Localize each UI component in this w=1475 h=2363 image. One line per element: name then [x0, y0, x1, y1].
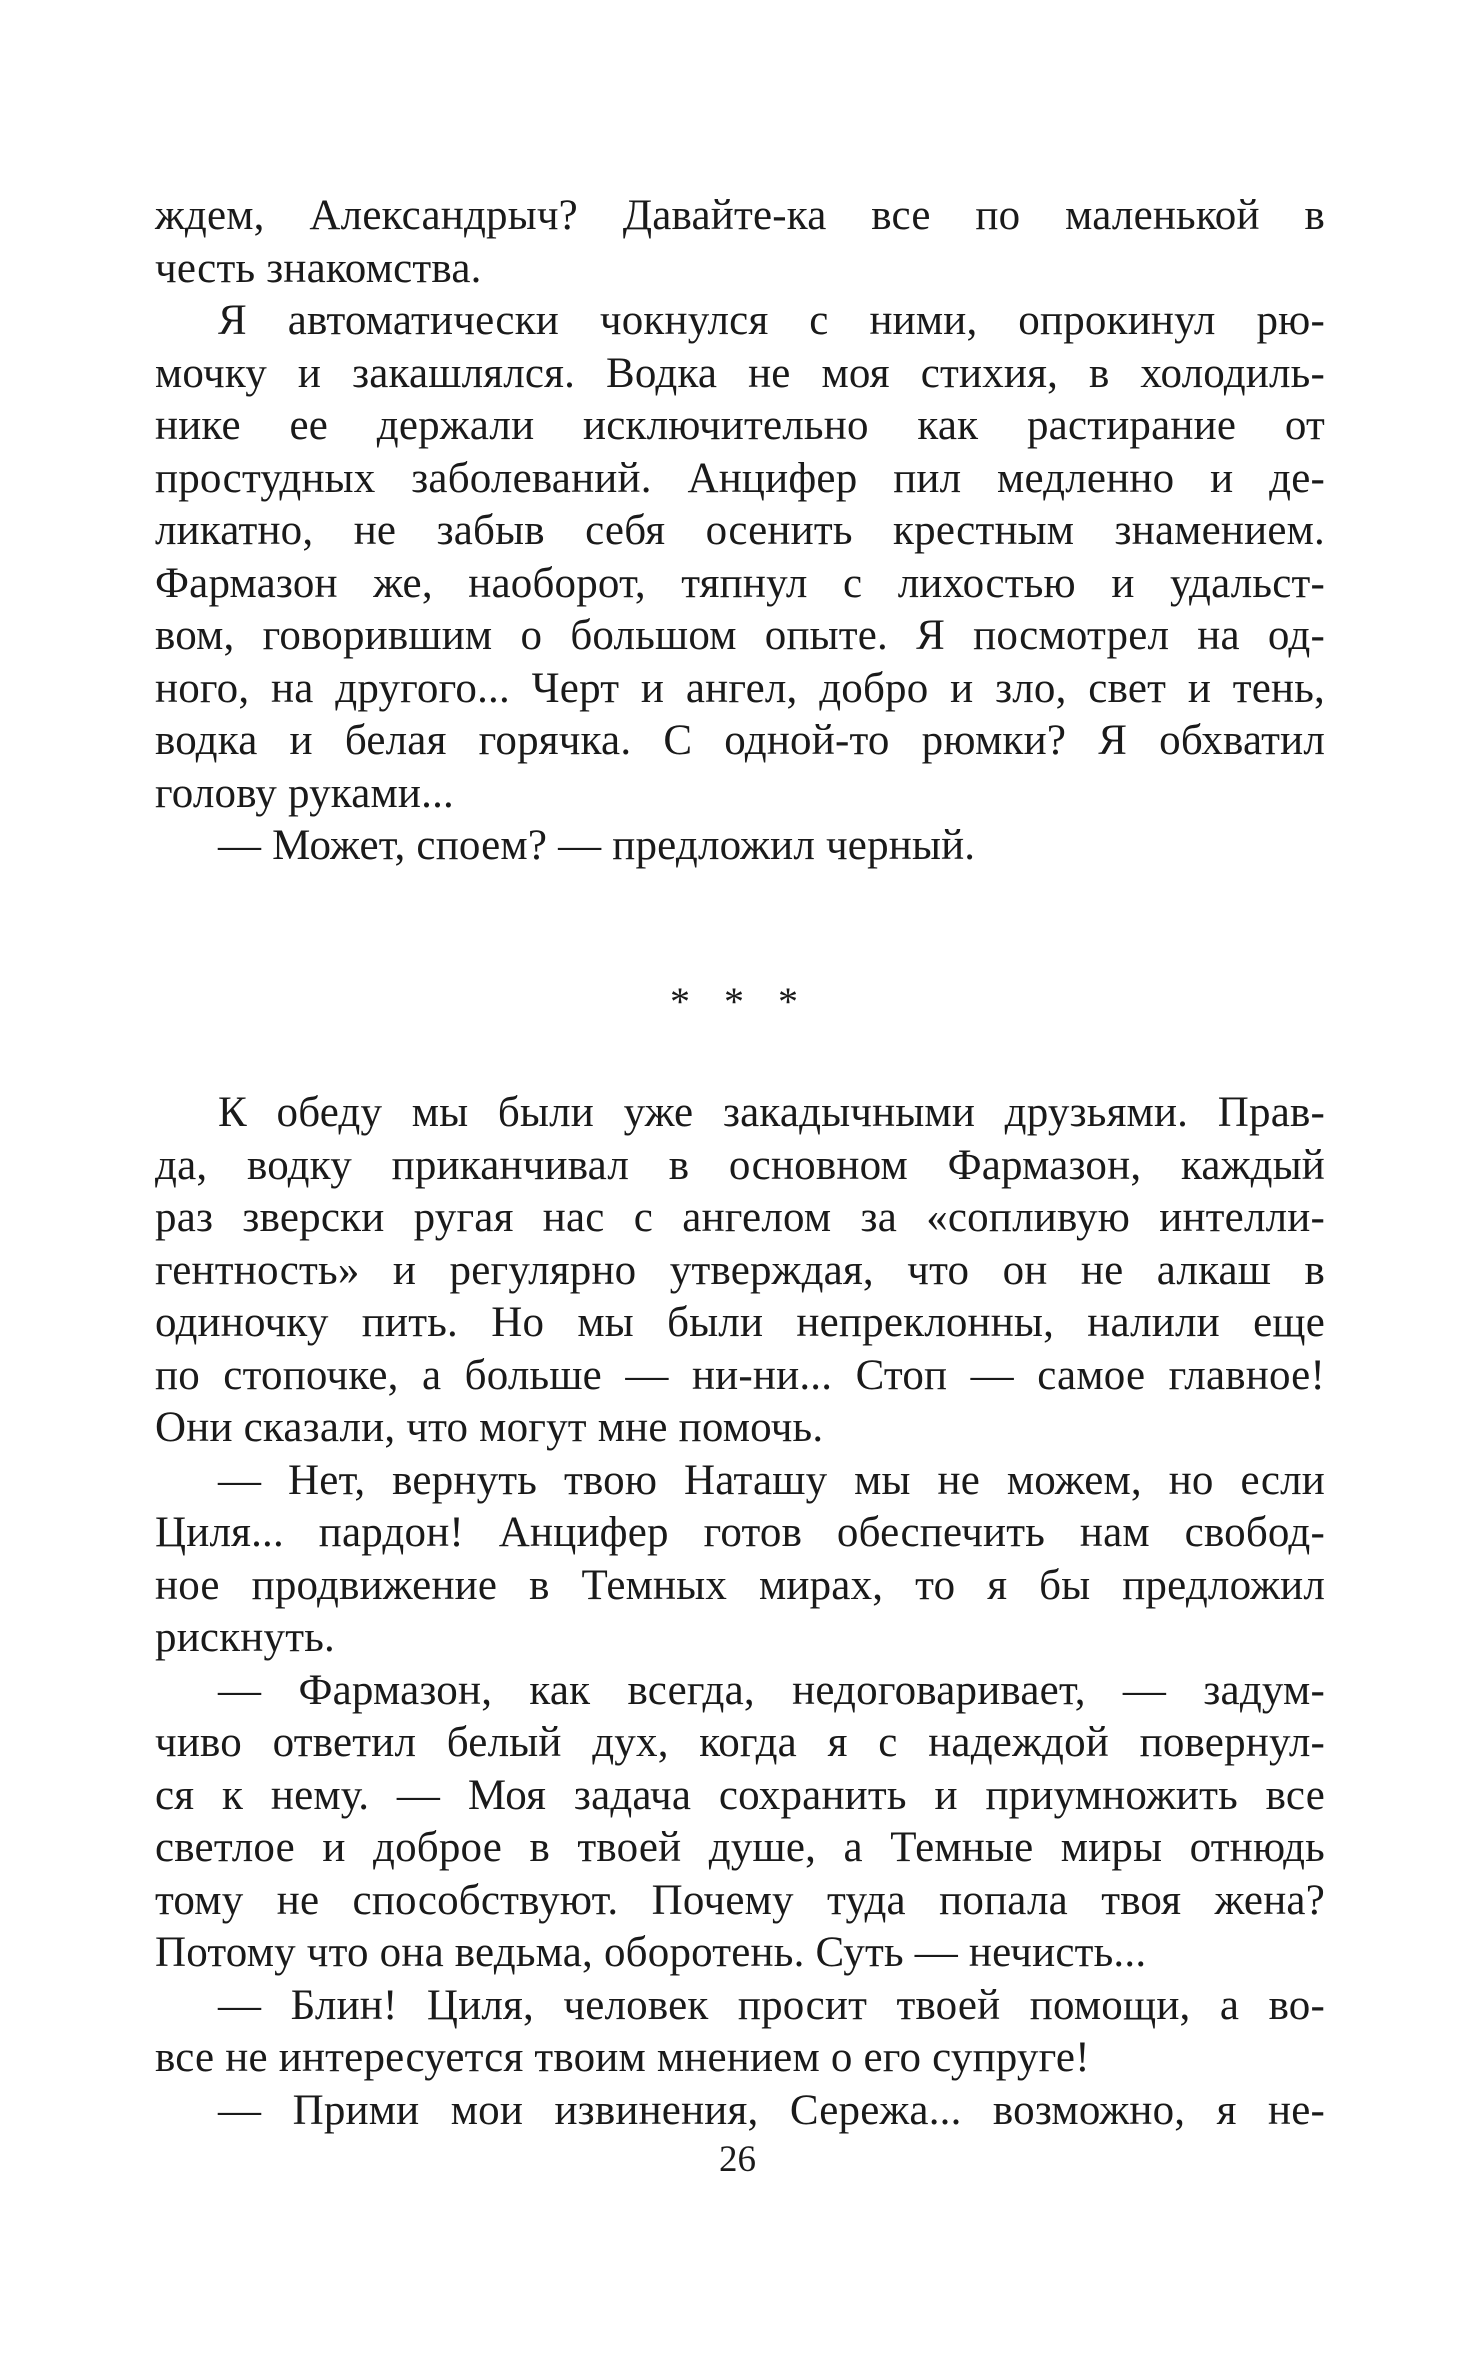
text-line: чиво ответил белый дух, когда я с надеждой повернул-: [155, 1719, 1325, 1766]
text-line: ное продвижение в Темных мирах, то я бы предложил: [155, 1561, 1325, 1609]
text-line: ликатно, не забыв себя осенить крестным знамением.: [155, 507, 1325, 554]
text-line: Я автоматически чокнулся с ними, опрокинул рю-: [218, 297, 1325, 344]
text-line: простудных заболеваний. Анцифер пил медленно и де-: [155, 454, 1325, 502]
text-line: все не интересуется твоим мнением о его супруге!: [155, 2034, 1090, 2081]
text-line: Потому что она ведьма, оборотень. Суть — нечисть...: [155, 1929, 1147, 1976]
text-line: Фармазон же, наоборот, тяпнул с лихостью и удальст-: [155, 559, 1325, 607]
text-line: — Прими мои извинения, Сережа... возможно, я не-: [218, 2086, 1325, 2134]
text-line: честь знакомства.: [155, 244, 482, 292]
text-line: нике ее держали исключительно как растирание от: [155, 402, 1325, 449]
text-line: Они сказали, что могут мне помочь.: [155, 1404, 824, 1451]
text-line: да, водку приканчивал в основном Фармазон, каждый: [155, 1141, 1325, 1189]
text-line: мочку и закашлялся. Водка не моя стихия, в холодиль-: [155, 349, 1325, 397]
text-line: рискнуть.: [155, 1614, 335, 1661]
text-line: по стопочке, а больше — ни-ни... Стоп — самое главное!: [155, 1351, 1325, 1399]
page-number: 26: [719, 2139, 756, 2180]
text-line: К обеду мы были уже закадычными друзьями. Прав-: [218, 1089, 1325, 1136]
text-block-2: [155, 1087, 1325, 2137]
text-block-1: [155, 190, 1325, 873]
text-line: раз зверски ругая нас с ангелом за «сопливую интелли-: [155, 1194, 1325, 1241]
text-line: — Блин! Циля, человек просит твоей помощи, а во-: [218, 1981, 1325, 2029]
text-line: одиночку пить. Но мы были непреклонны, налили еще: [155, 1299, 1325, 1346]
text-line: — Нет, вернуть твою Наташу мы не можем, но если: [218, 1456, 1325, 1504]
text-line: голову руками...: [155, 769, 454, 817]
text-line: — Может, споем? — предложил черный.: [218, 822, 976, 869]
text-line: ного, на другого... Черт и ангел, добро и зло, свет и тень,: [155, 664, 1325, 712]
text-line: тому не способствуют. Почему туда попала твоя жена?: [155, 1876, 1325, 1924]
text-line: вом, говорившим о большом опыте. Я посмотрел на од-: [155, 612, 1325, 659]
text-line: гентность» и регулярно утверждая, что он не алкаш в: [155, 1246, 1325, 1294]
section-separator: * * *: [670, 979, 810, 1024]
text-line: ждем, Александрыч? Давайте-ка все по маленькой в: [155, 192, 1325, 239]
text-line: Циля... пардон! Анцифер готов обеспечить нам свобод-: [155, 1509, 1325, 1556]
text-line: водка и белая горячка. С одной-то рюмки? Я обхватил: [155, 717, 1325, 764]
text-line: светлое и доброе в твоей душе, а Темные миры отнюдь: [155, 1824, 1325, 1871]
text-line: — Фармазон, как всегда, недоговаривает, — задум-: [218, 1666, 1325, 1714]
text-line: ся к нему. — Моя задача сохранить и приумножить все: [155, 1771, 1325, 1819]
